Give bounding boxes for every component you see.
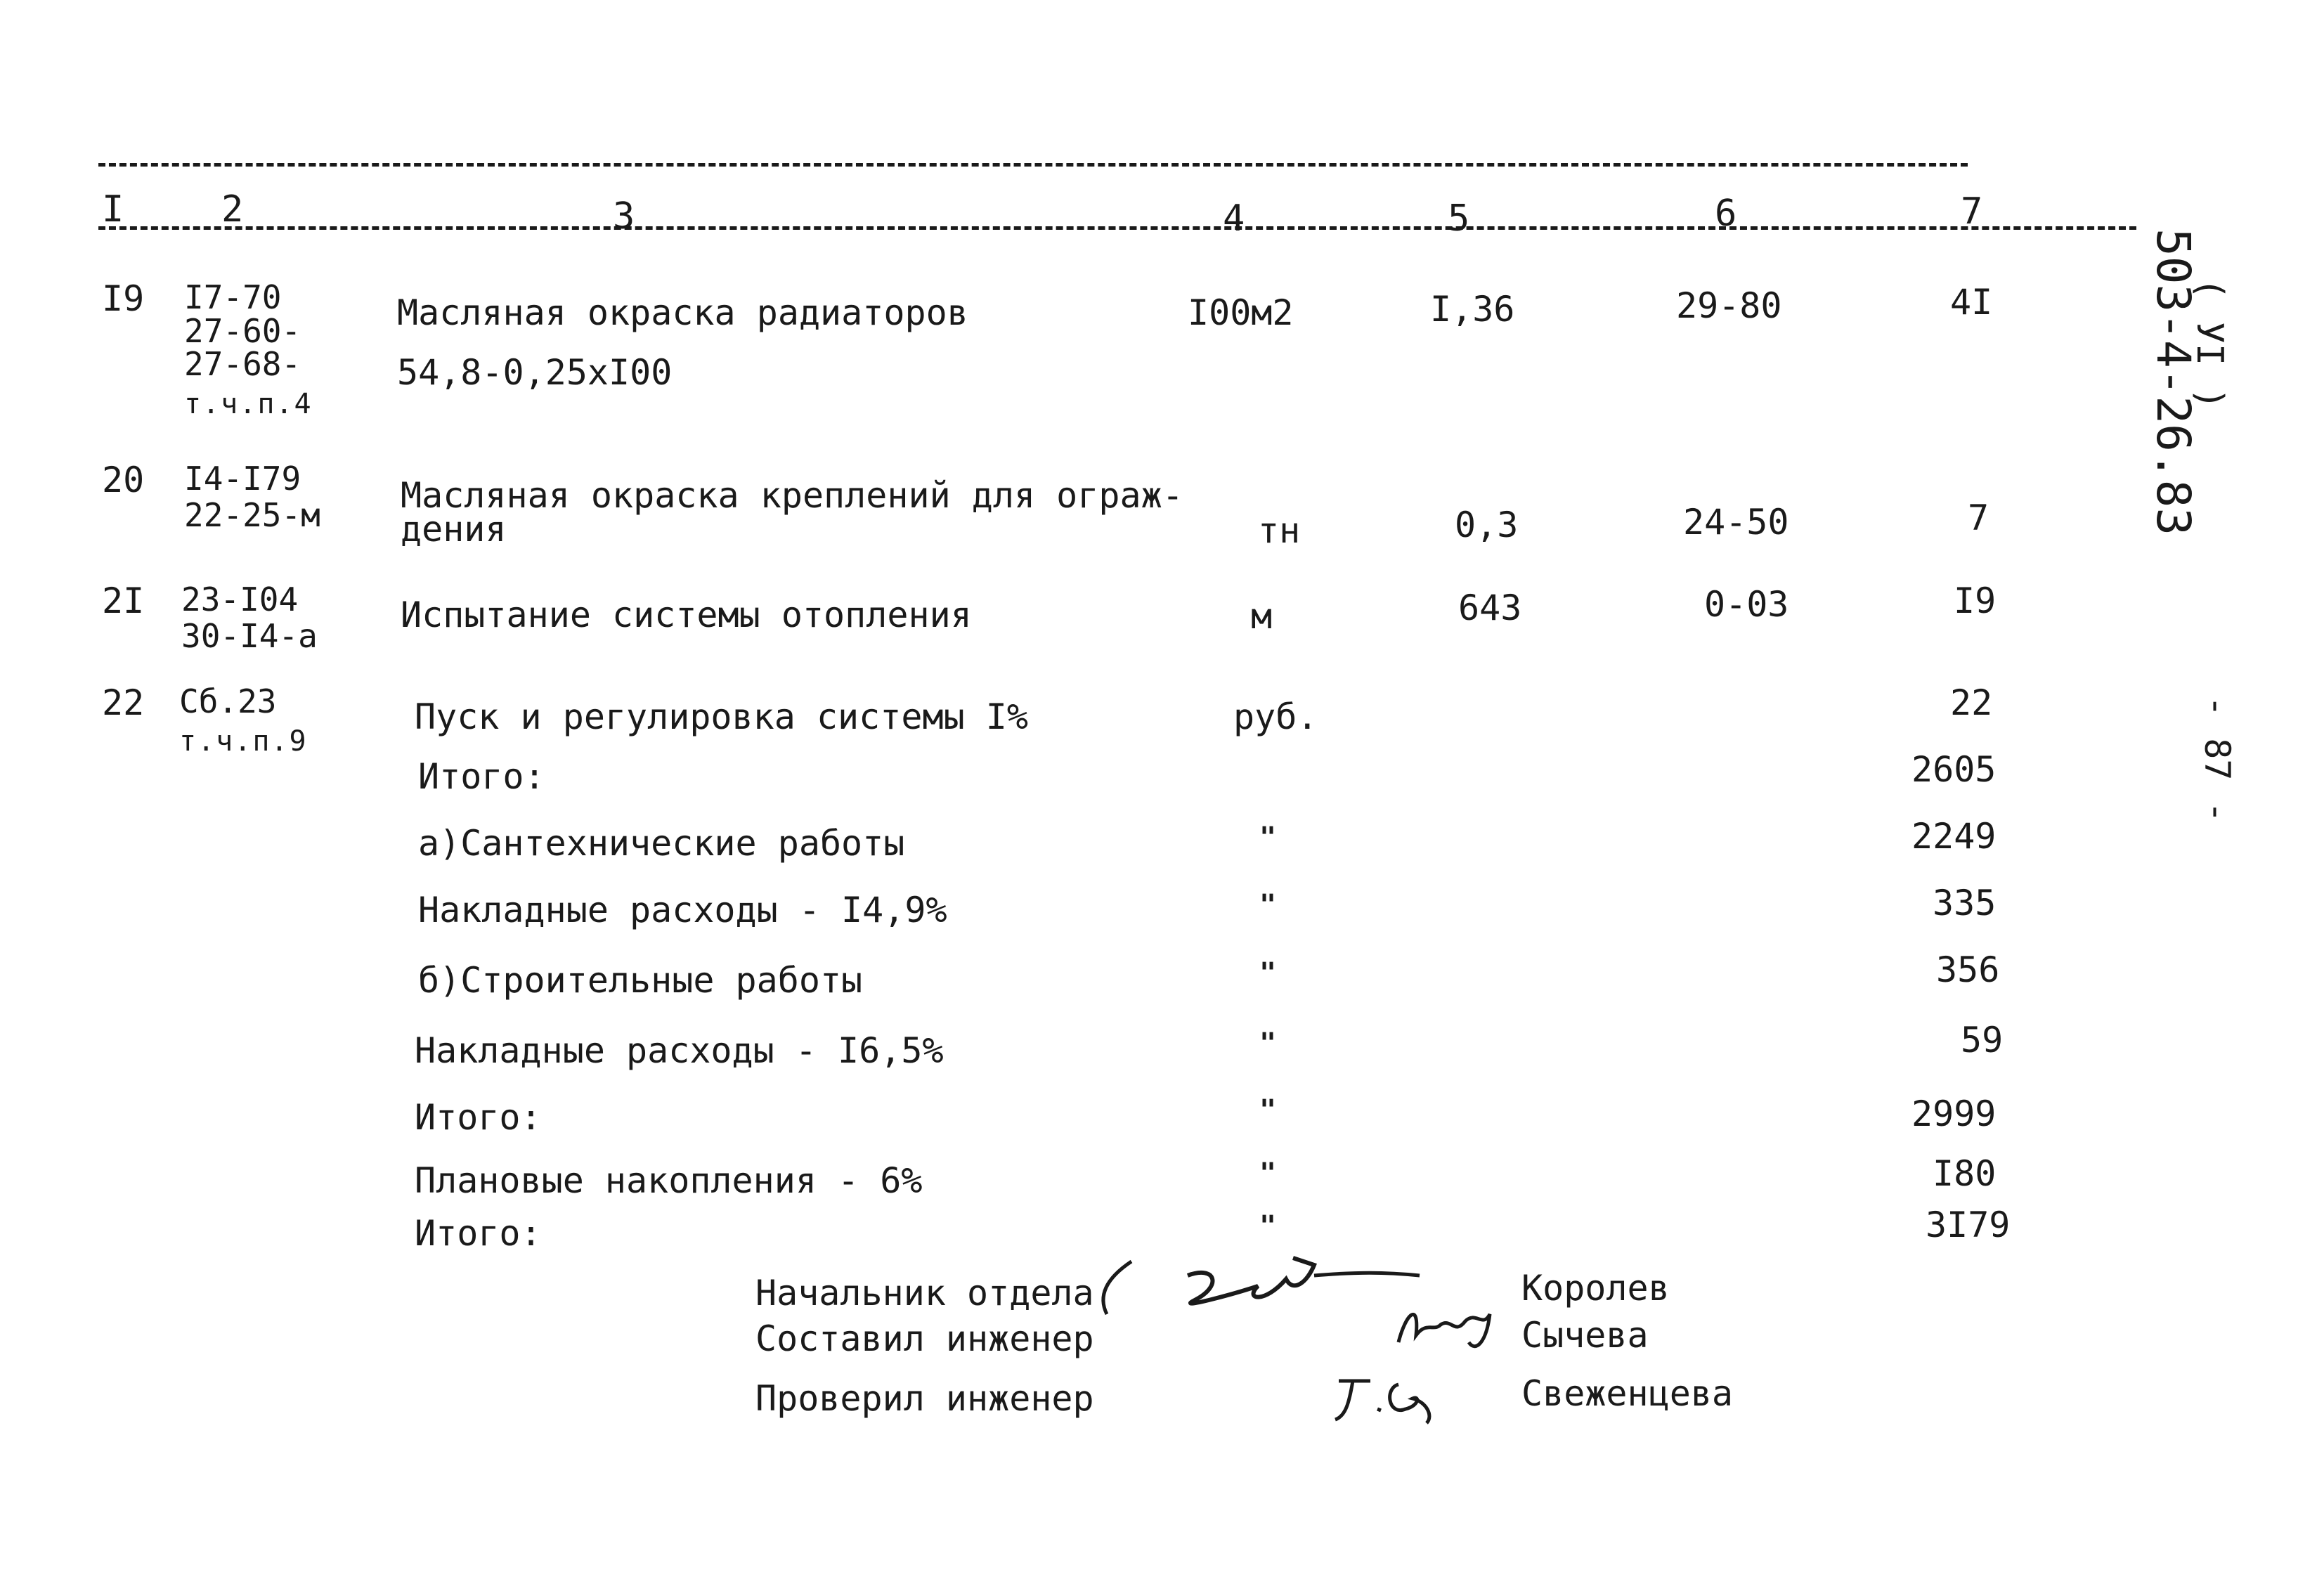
row-description: дения [401, 509, 507, 550]
summary-ditto: " [1259, 889, 1277, 921]
document-code: 503-4-26.83 [2146, 228, 2200, 536]
col-header-2: 2 [221, 188, 244, 231]
col-header-5: 5 [1448, 197, 1470, 240]
row-price: 24-50 [1683, 502, 1789, 543]
summary-ditto: " [1259, 1210, 1277, 1242]
row-quantity: 0,3 [1455, 505, 1519, 545]
summary-total: 356 [1936, 949, 2000, 990]
summary-label: Итого: [415, 1097, 542, 1138]
row-unit: руб. [1233, 696, 1318, 737]
col-header-7: 7 [1961, 190, 1983, 233]
signature-role: Составил инженер [755, 1318, 1094, 1359]
summary-total: 2999 [1911, 1093, 1997, 1134]
summary-label: Плановые накопления - 6% [415, 1160, 923, 1201]
summary-total: 335 [1933, 883, 1997, 923]
row-ref: т.ч.п.9 [179, 725, 308, 758]
document-section-label: ( УI ) [2188, 278, 2231, 410]
summary-ditto: " [1259, 1027, 1277, 1060]
signature-role: Проверил инженер [755, 1378, 1094, 1419]
col-header-3: 3 [613, 195, 635, 238]
row-unit: тн [1258, 510, 1301, 551]
row-total: 7 [1968, 498, 1989, 538]
row-price: 0-03 [1704, 584, 1789, 625]
row-ref: 27-60- [184, 312, 301, 350]
header-rule-bottom [98, 226, 2136, 230]
header-rule-top [98, 163, 1968, 167]
summary-label: Накладные расходы - I6,5% [415, 1030, 944, 1071]
col-header-6: 6 [1715, 193, 1737, 235]
row-description: Испытание системы отопления [401, 595, 972, 635]
row-ref: 23-I04 [181, 580, 299, 618]
summary-total: 2249 [1911, 816, 1997, 857]
summary-label: а)Сантехнические работы [418, 823, 905, 864]
row-quantity: 643 [1458, 588, 1522, 628]
row-ref: I7-70 [184, 278, 282, 316]
summary-total: 3I79 [1926, 1205, 2011, 1245]
col-header-1: I [102, 188, 124, 231]
row-description: Масляная окраска радиаторов [397, 292, 968, 333]
row-description: Пуск и регулировка системы I% [415, 696, 1028, 737]
handwritten-signature-checker [1321, 1367, 1448, 1430]
row-unit: I00м2 [1188, 292, 1294, 333]
summary-label: Накладные расходы - I4,9% [418, 890, 947, 930]
summary-ditto: " [1259, 822, 1277, 854]
summary-label: Итого: [418, 756, 545, 797]
row-total: 22 [1950, 682, 1993, 723]
signature-name: Королев [1521, 1268, 1670, 1309]
row-number: 20 [102, 460, 145, 500]
summary-label: Итого: [415, 1213, 542, 1254]
row-unit: м [1251, 596, 1273, 637]
page-number: - 87 - [2197, 696, 2238, 823]
summary-label: б)Строительные работы [418, 960, 863, 1001]
row-total: 4I [1950, 282, 1993, 323]
handwritten-signature-compiler [1384, 1293, 1504, 1356]
summary-ditto: " [1259, 957, 1277, 989]
row-ref: т.ч.п.4 [184, 388, 313, 420]
row-ref: Сб.23 [179, 682, 277, 720]
signature-role: Начальник отдела [755, 1273, 1094, 1313]
row-total: I9 [1954, 580, 1997, 621]
row-ref: 22-25-м [184, 496, 320, 534]
row-quantity: I,36 [1430, 289, 1515, 330]
row-ref: 27-68- [184, 345, 301, 383]
summary-total: 59 [1961, 1020, 2004, 1060]
row-number: I9 [102, 278, 145, 319]
row-number: 22 [102, 682, 145, 723]
summary-ditto: " [1259, 1094, 1277, 1127]
row-ref: I4-I79 [184, 460, 301, 498]
col-header-4: 4 [1223, 197, 1245, 240]
row-description: Масляная окраска креплений для ограж- [401, 475, 1183, 516]
signature-name: Свеженцева [1521, 1373, 1734, 1414]
row-price: 29-80 [1676, 285, 1782, 326]
signature-name: Сычева [1521, 1315, 1649, 1356]
row-description: 54,8-0,25хI00 [397, 352, 673, 393]
summary-ditto: " [1259, 1157, 1277, 1190]
row-ref: 30-I4-а [181, 617, 318, 655]
row-number: 2I [102, 580, 145, 621]
summary-total: 2605 [1911, 749, 1997, 790]
summary-total: I80 [1933, 1153, 1997, 1194]
